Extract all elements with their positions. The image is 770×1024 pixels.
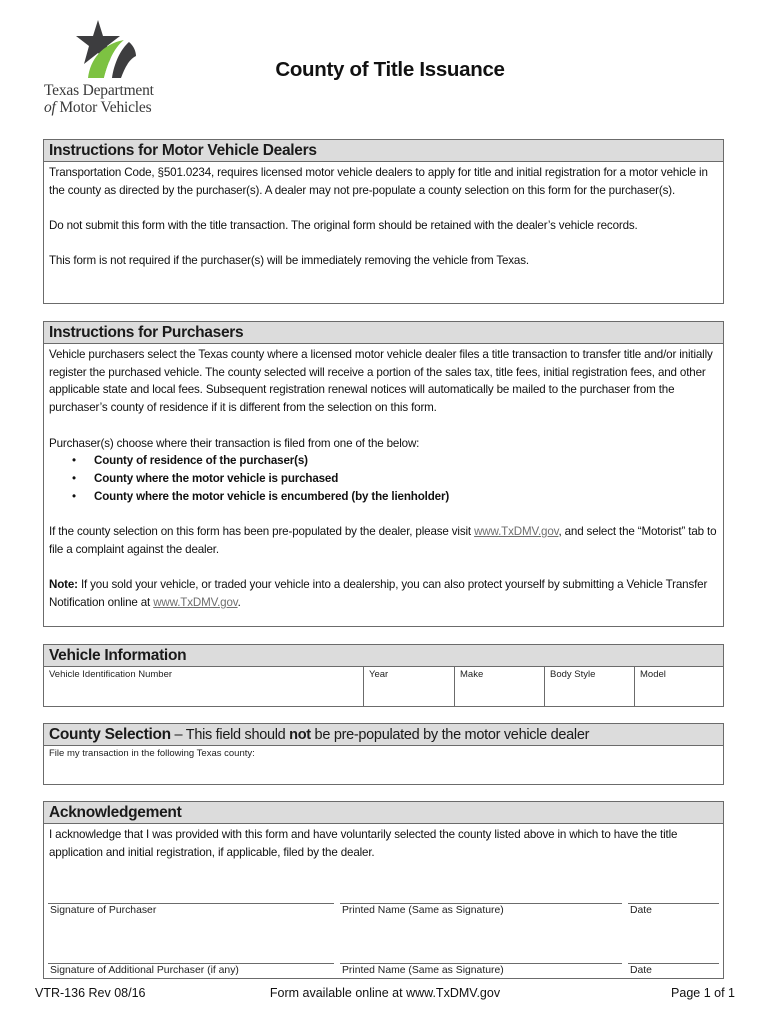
note-label: Note: [49,578,78,592]
acknowledgement-heading: Acknowledgement [44,802,723,824]
vehicle-heading: Vehicle Information [44,645,723,667]
signature-label: Signature of Purchaser [50,905,157,916]
complaint-paragraph [49,523,718,558]
additional-printed-name-line[interactable] [340,963,622,964]
county-field-label: File my transaction in the following Texas county: [49,748,255,759]
body-style-field[interactable] [544,667,634,706]
dealers-paragraph-3: This form is not required if the purchaser(s) will be immediately removing the vehicle from Texas. [49,254,529,268]
additional-date-label: Date [630,965,652,976]
note-text-after: . [237,595,241,609]
county-heading-note [171,727,589,743]
county-option: • County where the motor vehicle is purchased [94,470,718,488]
purchasers-section [43,321,724,627]
note-paragraph [49,576,718,611]
page-title: County of Title Issuance [275,58,505,81]
note-text-before: If you sold your vehicle, or traded your vehicle into a dealership, you can also protect yourself by submitting a Vehicle Transfer Notification online at [49,578,708,609]
vehicle-section [43,644,724,707]
page-number: Page 1 of 1 [671,986,735,1000]
signature-line[interactable] [48,903,334,904]
year-label: Year [369,669,389,680]
vin-label: Vehicle Identification Number [49,669,173,680]
logo-line-1: Texas Department [44,82,154,99]
txdmv-link[interactable]: www.TxDMV.gov [153,595,238,609]
acknowledgement-text: I acknowledge that I was provided with this form and have voluntarily selected the county listed above in which to have the title application and initial registration, if applicable, filed by the dealer. [49,828,678,859]
make-label: Make [460,669,484,680]
county-heading-title: County Selection [49,726,171,743]
county-note-bold: not [289,727,311,743]
form-id: VTR-136 Rev 08/16 [35,986,146,1000]
acknowledgement-body [44,824,723,861]
additional-signature-label: Signature of Additional Purchaser (if any) [50,965,239,976]
county-option: • County where the motor vehicle is encumbered (by the lienholder) [94,488,718,506]
county-note-after: be pre-populated by the motor vehicle dealer [310,727,590,743]
additional-signature-line[interactable] [48,963,334,964]
purchasers-intro: Vehicle purchasers select the Texas county where a licensed motor vehicle dealer files a title transaction to transfer title and/or initially register the purchased vehicle. The county selected will receive a portion of the sales tax, title fees, initial registration fees, and other applicable state and local fees. Subsequent registration renewal notices will automatically be mailed to the purchaser from the purchaser’s county of residence if it is different from the selection on this form. [49,348,713,415]
complaint-text-after: , and select the “Motorist” tab to file a complaint against the dealer. [49,525,717,556]
dealers-body [44,162,723,270]
year-field[interactable] [363,667,454,706]
make-field[interactable] [454,667,544,706]
county-field[interactable] [44,746,723,783]
body-style-label: Body Style [550,669,596,680]
date-line[interactable] [628,903,719,904]
form-availability: Form available online at www.TxDMV.gov [269,986,501,1000]
purchasers-body [44,344,723,612]
purchasers-choose-text: Purchaser(s) choose where their transaction is filed from one of the below: [49,436,420,450]
dealers-paragraph-2: Do not submit this form with the title transaction. The original form should be retained with the dealer’s vehicle records. [49,219,638,233]
purchasers-heading: Instructions for Purchasers [44,322,723,344]
additional-printed-name-label: Printed Name (Same as Signature) [342,965,504,976]
logo-line-2-rest: Motor Vehicles [55,99,152,116]
complaint-text-before: If the county selection on this form has been pre-populated by the dealer, please visit [49,525,475,538]
county-heading [44,724,723,746]
county-section [43,723,724,785]
dealers-section [43,139,724,304]
dealers-paragraph-1: Transportation Code, §501.0234, requires licensed motor vehicle dealers to apply for title and initial registration for a motor vehicle in the county as directed by the purchaser(s). A dealer may not pre-populate a county selection on this form for the purchaser(s). [49,166,708,197]
printed-name-label: Printed Name (Same as Signature) [342,905,504,916]
txdmv-link[interactable]: www.TxDMV.gov [474,525,559,538]
dealers-heading: Instructions for Motor Vehicle Dealers [44,140,723,162]
logo-line-2 [44,99,151,117]
vehicle-fields-row [44,667,723,706]
acknowledgement-section [43,801,724,979]
county-option: • County of residence of the purchaser(s) [94,452,718,470]
date-label: Date [630,905,652,916]
logo-line-2-prefix: of [44,99,56,116]
model-label: Model [640,669,666,680]
vin-field[interactable] [44,667,363,706]
county-options-list [49,452,718,505]
county-note-before: – This field should [170,727,290,743]
model-field[interactable] [634,667,723,706]
printed-name-line[interactable] [340,903,622,904]
additional-date-line[interactable] [628,963,719,964]
